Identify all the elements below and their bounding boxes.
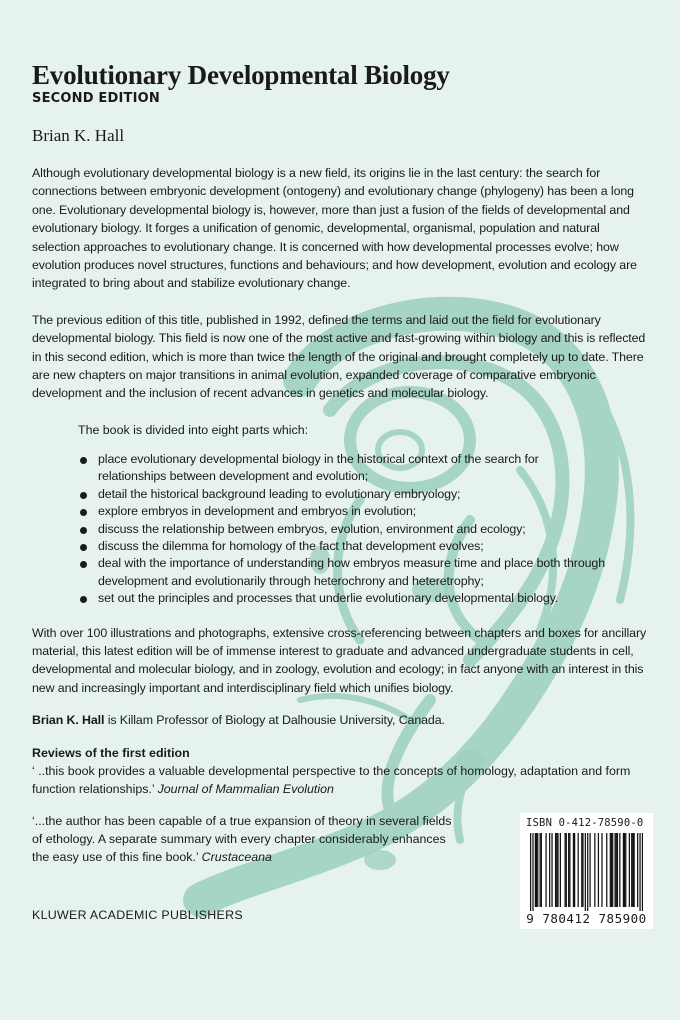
barcode-bar <box>574 833 575 907</box>
bullet-icon <box>80 561 87 568</box>
barcode-bar <box>623 833 624 907</box>
review-1-source: Journal of Mammalian Evolution <box>157 781 334 796</box>
barcode-bar <box>573 833 574 907</box>
barcode-bar <box>540 833 541 907</box>
barcode-bar <box>612 833 613 907</box>
barcode-bar <box>611 833 612 907</box>
list-item-text: detail the historical background leading to evolutionary embryology; <box>98 486 461 501</box>
barcode-bar <box>541 833 542 907</box>
barcode-bar <box>589 833 590 907</box>
author-name: Brian K. Hall <box>32 126 125 145</box>
review-2 <box>32 812 462 866</box>
barcode-bar <box>560 833 561 907</box>
review-2-text: ‘...the author has been capable of a true expansion of theory in several fields of ethology. A separate summary with every chapter considerably enhances the easy use of this fine book.’ <box>32 813 452 864</box>
barcode-bar <box>566 833 567 907</box>
barcode-bar <box>637 833 638 907</box>
barcode-bar <box>642 833 643 911</box>
list-item <box>78 538 608 555</box>
barcode-bar <box>633 833 634 907</box>
edition-label: SECOND EDITION <box>32 91 160 106</box>
list-item-text: set out the principles and processes that underlie evolutionary developmental biology. <box>98 591 559 606</box>
list-item-text: deal with the importance of understanding how embryos measure time and place both through development and evolutionarily through heterochrony and heteretrophy; <box>98 556 605 588</box>
parts-intro: The book is divided into eight parts which: <box>78 422 309 437</box>
barcode-bar <box>585 833 586 911</box>
barcode-bar <box>545 833 546 907</box>
barcode-bar <box>537 833 538 907</box>
isbn-label: ISBN 0-412-78590-0 <box>526 817 644 829</box>
barcode-bar <box>606 833 607 907</box>
ean-number: 9 780412 785900 <box>526 911 647 926</box>
bullet-icon <box>80 527 87 534</box>
list-item <box>78 503 608 520</box>
list-item-text: explore embryos in development and embryos in evolution; <box>98 504 417 519</box>
author-note <box>32 711 648 729</box>
barcode-bar <box>587 833 588 911</box>
list-item-text: discuss the dilemma for homology of the fact that development evolves; <box>98 538 484 553</box>
barcode-bar <box>557 833 558 907</box>
barcode-bar <box>598 833 599 907</box>
list-item <box>78 486 608 503</box>
reviews-heading: Reviews of the first edition <box>32 745 190 760</box>
list-item <box>78 451 608 486</box>
back-cover-content <box>32 60 648 866</box>
barcode-bar <box>617 833 618 907</box>
barcode-bar <box>568 833 569 907</box>
barcode-bar <box>632 833 633 907</box>
barcode-bar <box>625 833 626 907</box>
bullet-icon <box>80 596 87 603</box>
barcode-bar <box>639 833 640 911</box>
bullet-icon <box>80 544 87 551</box>
barcode-bar <box>594 833 595 907</box>
barcode <box>530 833 643 911</box>
book-title: Evolutionary Developmental Biology <box>32 60 450 90</box>
barcode-bar <box>616 833 617 907</box>
barcode-bar <box>629 833 630 907</box>
list-item <box>78 521 608 538</box>
bullet-icon <box>80 509 87 516</box>
review-1 <box>32 762 648 798</box>
list-item-text: discuss the relationship between embryos, evolution, environment and ecology; <box>98 521 526 536</box>
parts-list <box>78 451 608 608</box>
review-1-text: ‘ ..this book provides a valuable developmental perspective to the concepts of homology, adaptation and form function relationships.’ <box>32 763 631 796</box>
description-paragraph-1: Although evolutionary developmental biology is a new field, its origins lie in the last century: the search for connections between embryonic development (ontogeny) and evolutionary change (phylogeny) has been a long one. Evolutionary developmental biology is, however, more than just a fusion of the fields of developmental and evolutionary biology. It forges a unification of genomic, developmental, organismal, population and natural selection approaches to evolutionary change. It is concerned with how developmental processes evolve; how evolution produces novel structures, functions and behaviours; and how development, evolution and ecology are integrated to bring about and stabilize evolutionary change. <box>32 166 637 291</box>
description-paragraph-3: With over 100 illustrations and photographs, extensive cross-referencing between chapters and boxes for ancillary material, this latest edition will be of immense interest to graduate and advanced undergraduate students in cell, developmental and molecular biology, and in zoology, evolution and ecology; in fact anyone with an interest in this new and increasingly important and interdisciplinary field which unifies biology. <box>32 625 647 695</box>
barcode-bar <box>549 833 550 907</box>
barcode-bar <box>619 833 620 907</box>
barcode-bar <box>555 833 556 907</box>
barcode-bar <box>578 833 579 907</box>
barcode-bar <box>569 833 570 907</box>
barcode-bar <box>564 833 565 907</box>
list-item <box>78 555 608 590</box>
list-item <box>78 590 608 607</box>
barcode-bar <box>601 833 602 907</box>
barcode-bar <box>532 833 533 911</box>
author-note-name: Brian K. Hall <box>32 713 105 728</box>
barcode-bar <box>582 833 583 907</box>
barcode-bar <box>551 833 552 907</box>
bullet-icon <box>80 457 87 464</box>
review-2-source: Crustaceana <box>201 849 272 864</box>
publisher-name: KLUWER ACADEMIC PUBLISHERS <box>32 908 243 922</box>
list-item-text: place evolutionary developmental biology in the historical context of the search for relationships between development and evolution; <box>98 451 539 484</box>
barcode-bar <box>614 833 615 907</box>
isbn-barcode-block <box>520 813 653 929</box>
barcode-bar <box>610 833 611 907</box>
barcode-bar <box>631 833 632 907</box>
barcode-bar <box>581 833 582 907</box>
barcode-bar <box>535 833 536 907</box>
barcode-bar <box>556 833 557 907</box>
barcode-bar <box>536 833 537 907</box>
barcode-bar <box>624 833 625 907</box>
description-paragraph-2: The previous edition of this title, published in 1992, defined the terms and laid out the field for evolutionary developmental biology. This field is now one of the most active and fast-growing within biology and this is reflected in this second edition, which is more than twice the length of the original and brought completely up to date. There are new chapters on major transitions in animal evolution, expanded coverage of comparative embryonic development and the inclusion of recent advances in genetics and molecular biology. <box>32 312 646 401</box>
barcode-bar <box>530 833 531 911</box>
author-note-text: is Killam Professor of Biology at Dalhousie University, Canada. <box>104 713 445 728</box>
bullet-icon <box>80 492 87 499</box>
